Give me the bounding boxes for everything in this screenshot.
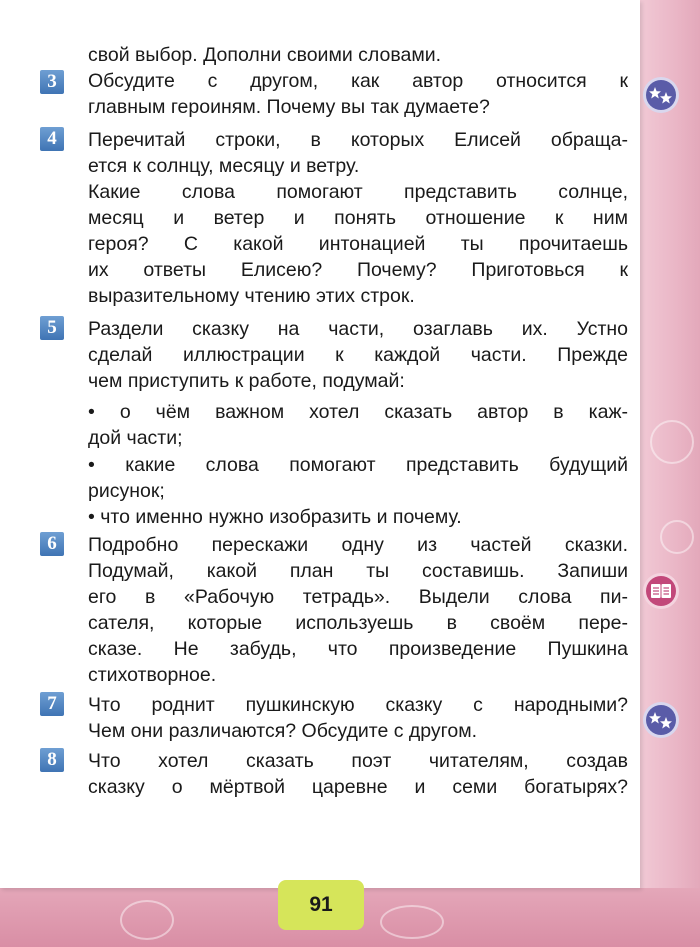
text-line: месяц и ветер и понять отношение к ним [88, 207, 628, 229]
task-number-badge: 4 [40, 127, 64, 151]
text-line: • о чём важном хотел сказать автор в каж- [88, 401, 628, 423]
page-number: 91 [278, 880, 364, 930]
text-line: сателя, которые используешь в своём пере- [88, 612, 628, 634]
text-line: главным героиням. Почему вы так думаете? [88, 96, 490, 118]
ornament-swirl [660, 520, 694, 554]
ornament-swirl [120, 900, 174, 940]
text-line: Подумай, какой план ты составишь. Запиши [88, 560, 628, 582]
workbook-icon [642, 572, 680, 610]
text-line: Какие слова помогают представить солнце, [88, 181, 628, 203]
task-number-badge: 5 [40, 316, 64, 340]
pair-work-stars-icon [642, 76, 680, 114]
pair-work-stars-icon [642, 701, 680, 739]
text-line: сказе. Не забудь, что произведение Пушкина [88, 638, 628, 660]
text-line: их ответы Елисею? Почему? Приготовься к [88, 259, 628, 281]
text-line: Раздели сказку на части, озаглавь их. Устно [88, 318, 628, 340]
text-line: чем приступить к работе, подумай: [88, 370, 405, 392]
task-number-badge: 3 [40, 70, 64, 94]
task-number-badge: 6 [40, 532, 64, 556]
text-line: Перечитай строки, в которых Елисей обраща- [88, 129, 628, 151]
text-line: стихотворное. [88, 664, 217, 686]
text-line: сделай иллюстрации к каждой части. Прежде [88, 344, 628, 366]
text-line: Подробно перескажи одну из частей сказки. [88, 534, 628, 556]
text-line: • какие слова помогают представить будущий [88, 454, 628, 476]
ornament-swirl [650, 420, 694, 464]
text-line: • что именно нужно изобразить и почему. [88, 506, 462, 528]
text-line: сказку о мёртвой царевне и семи богатырях? [88, 776, 628, 798]
text-line: героя? С какой интонацией ты прочитаешь [88, 233, 628, 255]
text-line: свой выбор. Дополни своими словами. [88, 44, 442, 66]
text-line: его в «Рабочую тетрадь». Выдели слова пи- [88, 586, 628, 608]
page-margin-decoration [640, 0, 700, 947]
text-line: Чем они различаются? Обсудите с другом. [88, 720, 478, 742]
task-number-badge: 7 [40, 692, 64, 716]
text-line: дой части; [88, 427, 183, 449]
text-line: Что хотел сказать поэт читателям, создав [88, 750, 628, 772]
task-number-badge: 8 [40, 748, 64, 772]
text-line: Что роднит пушкинскую сказку с народными? [88, 694, 628, 716]
text-line: ется к солнцу, месяцу и ветру. [88, 155, 360, 177]
text-line: рисунок; [88, 480, 165, 502]
ornament-swirl [380, 905, 444, 939]
text-line: Обсудите с другом, как автор относится к [88, 70, 628, 92]
text-line: выразительному чтению этих строк. [88, 285, 415, 307]
